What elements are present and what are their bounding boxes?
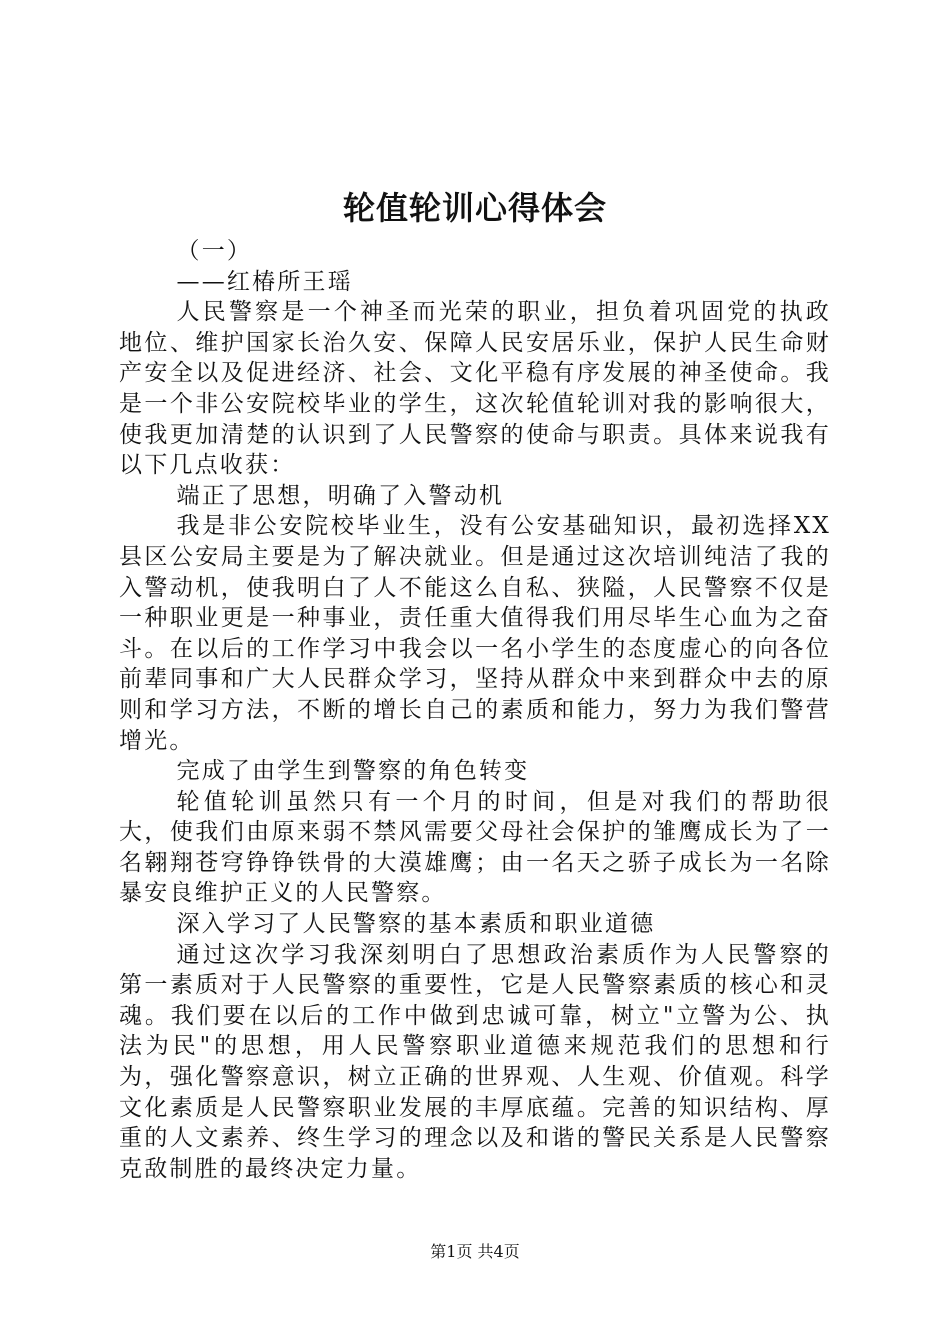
paragraph-intro: 人民警察是一个神圣而光荣的职业，担负着巩固党的执政地位、维护国家长治久安、保障人民安居乐业，保护人民生命财产安全以及促进经济、社会、文化平稳有序发展的神圣使命。我是一个非公安院校毕业的学生，这次轮值轮训对我的影响很大，使我更加清楚的认识到了人民警察的使命与职责。具体来说我有以下几点收获： [119,299,831,479]
paragraph-2: 轮值轮训虽然只有一个月的时间，但是对我们的帮助很大，使我们由原来弱不禁风需要父母社会保护的雏鹰成长为了一名翱翔苍穹铮铮铁骨的大漠雄鹰；由一名天之骄子成长为一名除暴安良维护正义的人民警察。 [119,788,831,907]
document-title: 轮值轮训心得体会 [342,189,607,227]
document-body [119,236,831,1184]
subheading-3: 深入学习了人民警察的基本素质和职业道德 [176,911,656,938]
page-footer: 第1页 共4页 [430,1242,520,1261]
paragraph-1: 我是非公安院校毕业生，没有公安基础知识，最初选择XX县区公安局主要是为了解决就业。但是通过这次培训纯洁了我的入警动机，使我明白了人不能这么自私、狭隘，人民警察不仅是一种职业更是一种事业，责任重大值得我们用尽毕生心血为之奋斗。在以后的工作学习中我会以一名小学生的态度虚心的向各位前辈同事和广大人民群众学习，坚持从群众中来到群众中去的原则和学习方法，不断的增长自己的素质和能力，努力为我们警营增光。 [119,513,831,754]
paragraph-3: 通过这次学习我深刻明白了思想政治素质作为人民警察的第一素质对于人民警察的重要性，它是人民警察素质的核心和灵魂。我们要在以后的工作中做到忠诚可靠，树立"立警为公、执法为民"的思想，用人民警察职业道德来规范我们的思想和行为，强化警察意识，树立正确的世界观、人生观、价值观。科学文化素质是人民警察职业发展的丰厚底蕴。完善的知识结构、厚重的人文素养、终生学习的理念以及和谐的警民关系是人民警察克敌制胜的最终决定力量。 [119,941,831,1182]
author-line: ——红椿所王瑶 [176,268,353,295]
subheading-1: 端正了思想，明确了入警动机 [176,482,505,509]
subheading-2: 完成了由学生到警察的角色转变 [176,758,530,785]
section-number: （一） [176,238,253,264]
